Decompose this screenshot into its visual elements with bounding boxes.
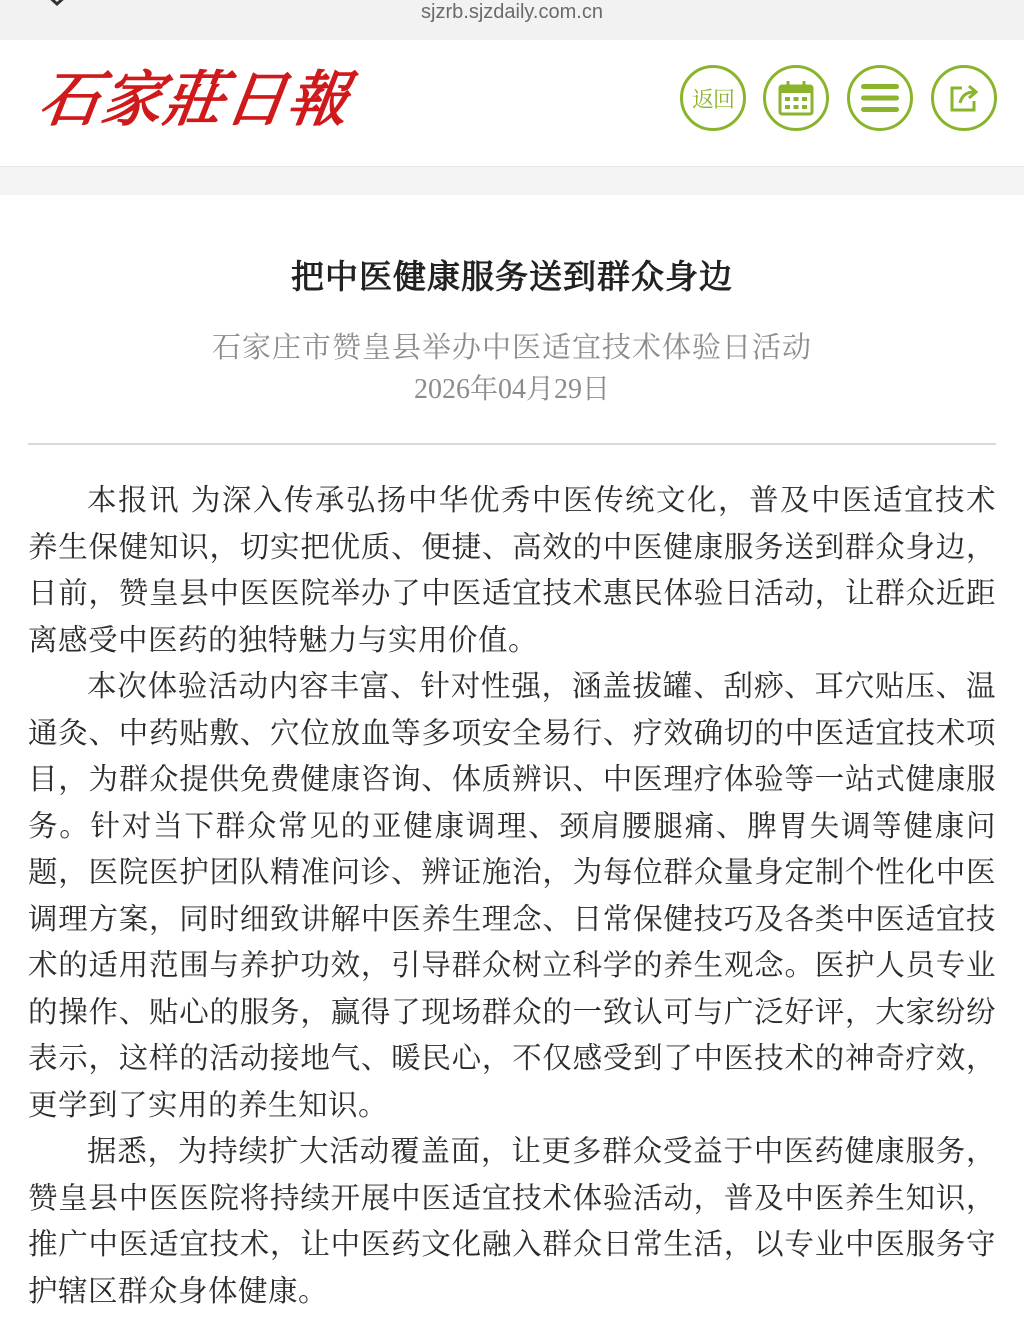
article-date: 2026年04月29日 [413,374,610,405]
back-button[interactable] [680,65,746,131]
article-paragraph: 据悉，为持续扩大活动覆盖面，让更多群众受益于中医药健康服务，赞皇县中医医院将持续开展中医适宜技术体验活动，普及中医养生知识，推广中医适宜技术，让中医药文化融入群众日常生活，以专业中医服务守护辖区群众身体健康。 [28,1134,996,1308]
share-icon [948,83,980,113]
url-text[interactable]: sjzrb.sjzdaily.com.cn [421,1,603,23]
site-header [0,40,1024,167]
back-button-label: 返回 [691,87,734,113]
divider [28,443,996,445]
header-separator [0,167,1024,195]
share-button[interactable] [931,65,997,131]
browser-address-bar[interactable] [0,0,1024,40]
calendar-icon [777,79,815,117]
article-paragraph: 本次体验活动内容丰富、针对性强，涵盖拔罐、刮痧、耳穴贴压、温通灸、中药贴敷、穴位放血等多项安全易行、疗效确切的中医适宜技术项目，为群众提供免费健康咨询、体质辨识、中医理疗体验等一站式健康服务。针对当下群众常见的亚健康调理、颈肩腰腿痛、脾胃失调等健康问题，医院医护团队精准问诊、辨证施治，为每位群众量身定制个性化中医调理方案，同时细致讲解中医养生理念、日常保健技巧及各类中医适宜技术的适用范围与养护功效，引导群众树立科学的养生观念。医护人员专业的操作、贴心的服务，赢得了现场群众的一致认可与广泛好评，大家纷纷表示，这样的活动接地气、暖民心，不仅感受到了中医技术的神奇疗效，更学到了实用的养生知识。 [28,669,996,1122]
article-title: 把中医健康服务送到群众身边 [291,257,733,296]
article-paragraph: 本报讯 为深入传承弘扬中华优秀中医传统文化，普及中医适宜技术养生保健知识，切实把优质、便捷、高效的中医健康服务送到群众身边，日前，赞皇县中医医院举办了中医适宜技术惠民体验日活动，让群众近距离感受中医药的独特魅力与实用价值。 [28,483,996,657]
article-subtitle: 石家庄市赞皇县举办中医适宜技术体验日活动 [211,330,812,364]
article-body [28,477,996,1314]
article-content [0,195,1024,1317]
menu-icon [861,83,899,113]
calendar-button[interactable] [763,65,829,131]
menu-button[interactable] [847,65,913,131]
newspaper-logo[interactable]: 石家莊日報 [35,65,355,135]
